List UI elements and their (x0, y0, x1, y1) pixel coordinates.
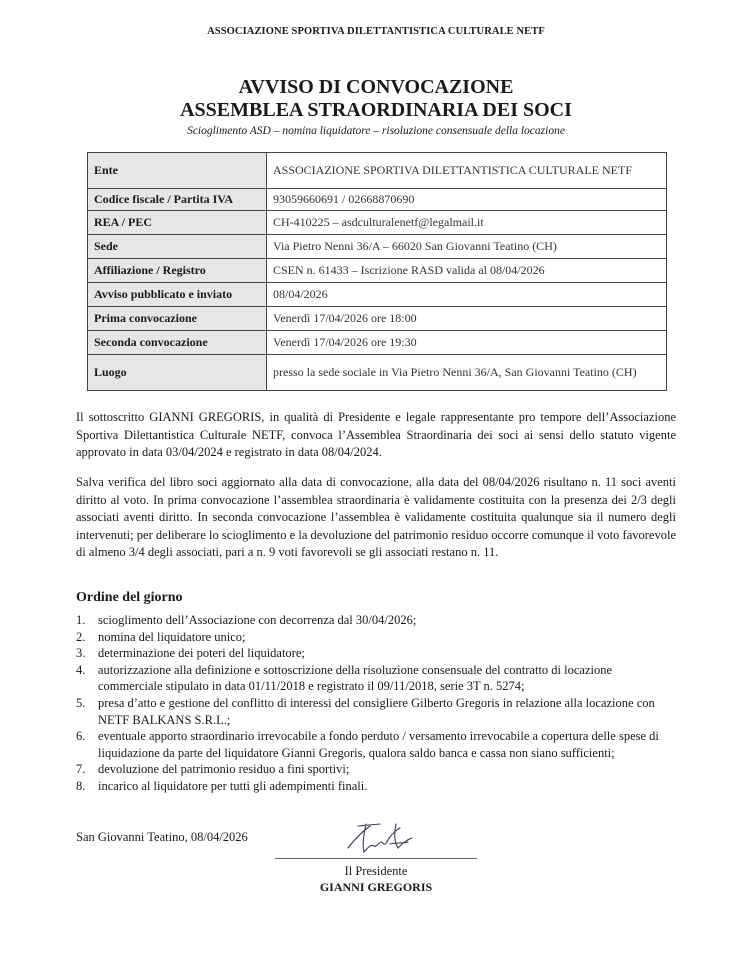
info-label: Seconda convocazione (88, 331, 267, 355)
agenda-item-number: 6. (76, 729, 86, 744)
document-title (0, 76, 752, 122)
title-line-1: AVVISO DI CONVOCAZIONE (238, 76, 514, 98)
info-value: Venerdì 17/04/2026 ore 19:30 (267, 331, 667, 355)
info-label: Prima convocazione (88, 307, 267, 331)
agenda-item (76, 645, 676, 662)
signature-name: GIANNI GREGORIS (319, 880, 433, 894)
info-label: REA / PEC (88, 211, 267, 235)
agenda-item (76, 778, 676, 795)
agenda-heading: Ordine del giorno (76, 590, 183, 605)
info-label: Affiliazione / Registro (88, 259, 267, 283)
info-label: Sede (88, 235, 267, 259)
agenda-item-number: 8. (76, 778, 86, 793)
agenda-item-text: scioglimento dell’Associazione con decorrenza dal 30/04/2026; (98, 613, 417, 627)
agenda-item-text: presa d’atto e gestione del conflitto di interessi del consigliere Gilberto Gregoris in relazione alla locazione con NETF BALKANS S.R.L.; (98, 695, 655, 727)
info-row (88, 189, 667, 211)
place-date: San Giovanni Teatino, 08/04/2026 (76, 830, 248, 844)
title-line-2: ASSEMBLEA STRAORDINARIA DEI SOCI (180, 99, 572, 121)
signature-line (275, 858, 477, 859)
info-value: CH-410225 – asdculturalenetf@legalmail.it (267, 211, 667, 235)
info-row (88, 307, 667, 331)
info-row (88, 355, 667, 391)
info-row (88, 153, 667, 189)
agenda-item-text: autorizzazione alla definizione e sottoscrizione della risoluzione consensuale del contratto di locazione commerciale stipulato in data 01/11/2018 e registrato il 09/11/2018, serie 3T n. 5274; (98, 662, 613, 694)
info-label: Codice fiscale / Partita IVA (88, 189, 267, 211)
signature-role: Il Presidente (344, 864, 408, 878)
agenda-item-text: incarico al liquidatore per tutti gli adempimenti finali. (98, 778, 368, 793)
agenda-item-text: determinazione dei poteri del liquidatore; (98, 646, 305, 661)
agenda-item (76, 612, 676, 629)
info-value: Venerdì 17/04/2026 ore 18:00 (267, 307, 667, 331)
info-value: 08/04/2026 (267, 283, 667, 307)
association-header: ASSOCIAZIONE SPORTIVA DILETTANTISTICA CULTURALE NETF (207, 26, 545, 37)
agenda-item-text: nomina del liquidatore unico; (98, 629, 246, 644)
info-label: Ente (88, 153, 267, 189)
info-value: 93059660691 / 02668870690 (267, 189, 667, 211)
info-table (87, 152, 667, 391)
handwritten-signature (340, 818, 420, 860)
info-row (88, 235, 667, 259)
document-subtitle: Scioglimento ASD – nomina liquidatore – risoluzione consensuale della locazione (187, 125, 565, 137)
info-label: Avviso pubblicato e inviato (88, 283, 267, 307)
quorum-paragraph: Salva verifica del libro soci aggiornato alla data di convocazione, alla data del 08/04/2026 risultano n. 11 soci aventi diritto al voto. In prima convocazione l’assemblea straordinaria è validamente costituita con la presenza dei 2/3 degli associati aventi diritto. In seconda convocazione l’assemblea è validamente costituita qualunque sia il numero degli intervenuti; per deliberare lo scioglimento e la devoluzione del patrimonio residuo occorre comunque il voto favorevole di almeno 3/4 degli associati, pari a n. 9 voti favorevoli se gli associati restano n. 11. (76, 475, 676, 559)
info-value: ASSOCIAZIONE SPORTIVA DILETTANTISTICA CULTURALE NETF (267, 153, 667, 189)
info-row (88, 283, 667, 307)
agenda-item-number: 4. (76, 662, 86, 677)
agenda-item (76, 629, 676, 646)
info-value: CSEN n. 61433 – Iscrizione RASD valida al 08/04/2026 (267, 259, 667, 283)
agenda-item (76, 695, 676, 728)
agenda-item-text: eventuale apporto straordinario irrevocabile a fondo perduto / versamento irrevocabile a copertura delle spese di liquidazione da parte del liquidatore Gianni Gregoris, qualora saldo banca e cassa non siano sufficienti; (98, 729, 659, 760)
agenda-list (76, 612, 676, 795)
agenda-item-text: devoluzione del patrimonio residuo a fini sportivi; (98, 762, 350, 777)
agenda-item (76, 662, 676, 695)
agenda-item-number: 2. (76, 629, 86, 644)
info-row (88, 331, 667, 355)
info-row (88, 259, 667, 283)
agenda-item-number: 5. (76, 695, 86, 710)
agenda-item (76, 761, 676, 778)
info-row (88, 211, 667, 235)
info-value: presso la sede sociale in Via Pietro Nenni 36/A, San Giovanni Teatino (CH) (267, 355, 667, 391)
convocation-paragraph: Il sottoscritto GIANNI GREGORIS, in qualità di Presidente e legale rappresentante pro tempore dell’Associazione Sportiva Dilettantistica Culturale NETF, convoca l’Assemblea Straordinaria dei soci ai sensi dello statuto vigente approvato in data 03/04/2024 e registrato in data 08/04/2024. (76, 410, 676, 459)
info-value: Via Pietro Nenni 36/A – 66020 San Giovanni Teatino (CH) (267, 235, 667, 259)
agenda-item-number: 3. (76, 646, 86, 661)
agenda-item (76, 728, 676, 761)
agenda-item-number: 7. (76, 762, 86, 777)
agenda-item-number: 1. (76, 613, 86, 627)
info-label: Luogo (88, 355, 267, 391)
